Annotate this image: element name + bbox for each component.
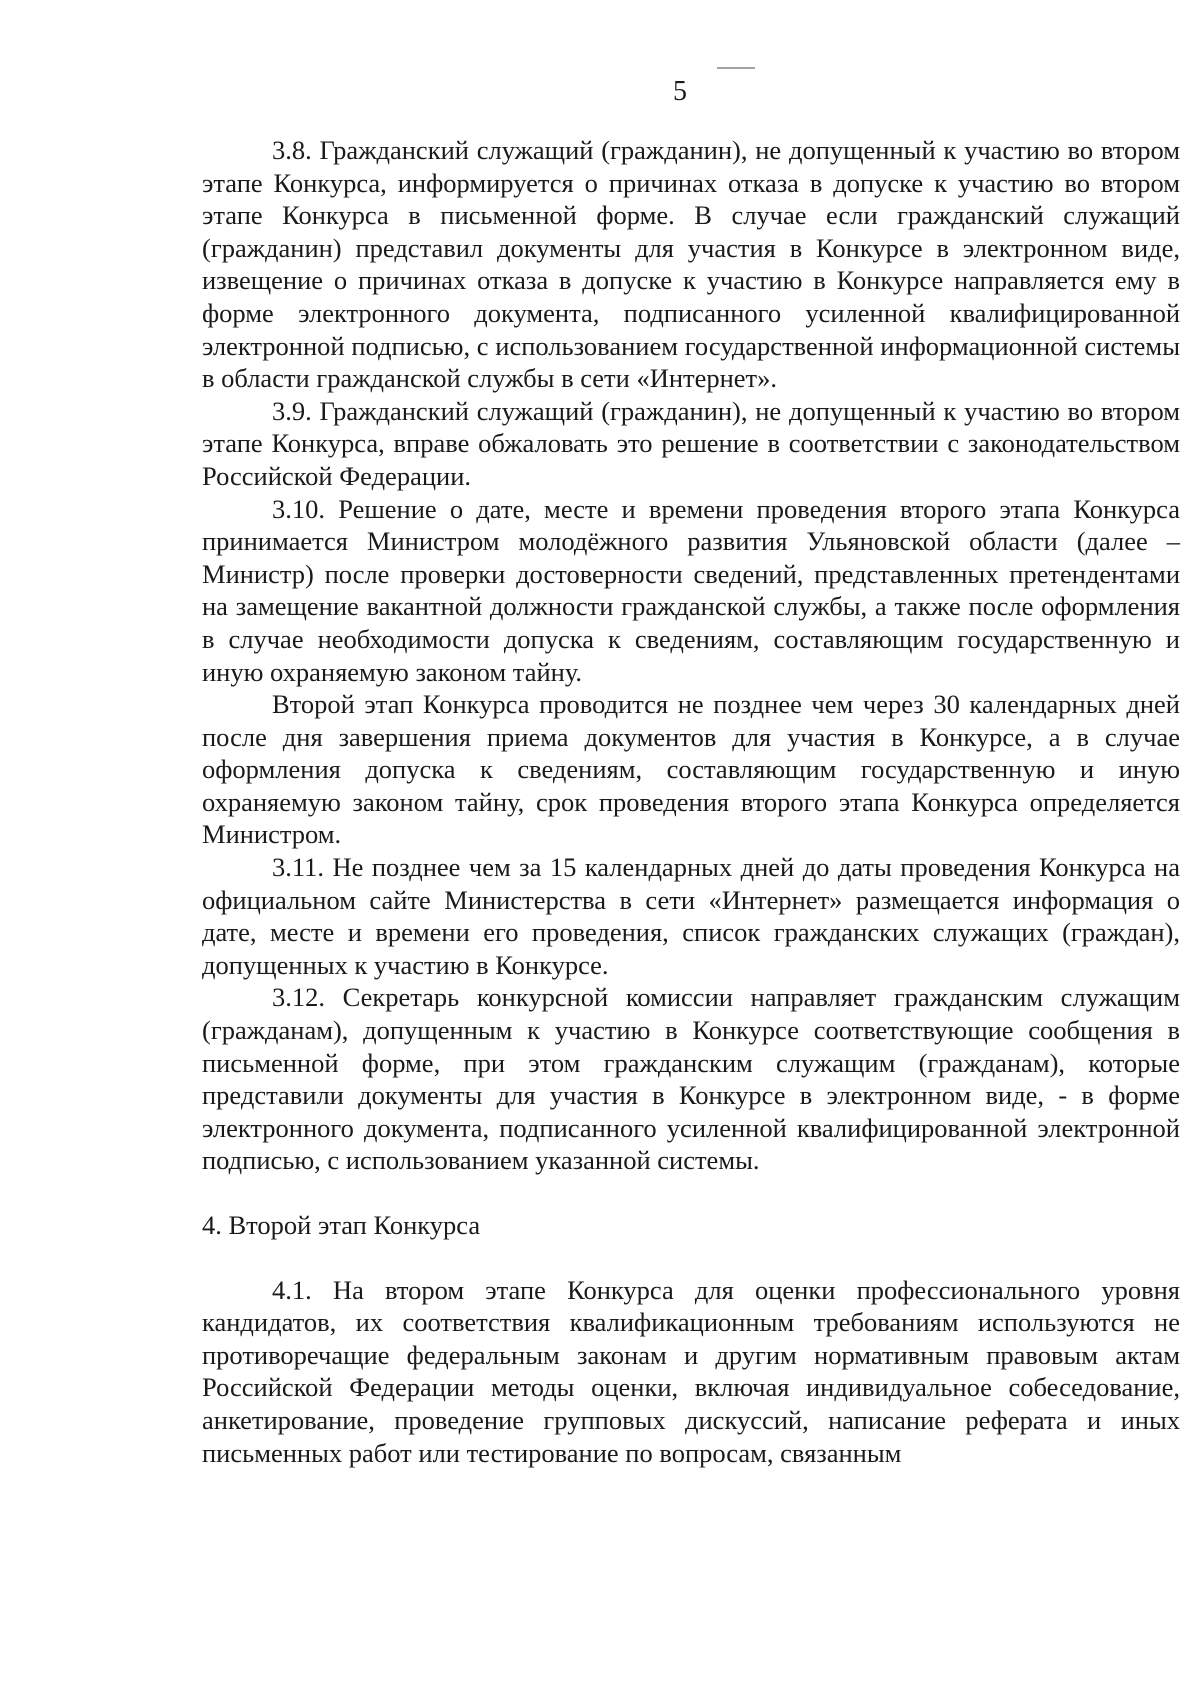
scan-artifact-mark [717, 67, 755, 69]
document-body [202, 134, 1180, 1469]
paragraph-4-1: 4.1. На втором этапе Конкурса для оценки профессионального уровня кандидатов, их соответствия квалификационным требованиям используются не противоречащие федеральным законам и другим нормативным правовым актам Российской Федерации методы оценки, включая индивидуальное собеседование, анкетирование, проведение групповых дискуссий, написание реферата и иных письменных работ или тестирование по вопросам, связанным [202, 1274, 1180, 1468]
paragraph-second-stage-timing: Второй этап Конкурса проводится не позднее чем через 30 календарных дней после дня завершения приема документов для участия в Конкурсе, а в случае оформления допуска к сведениям, составляющим государственную и иную охраняемую законом тайну, срок проведения второго этапа Конкурса определяется Министром. [202, 689, 1180, 850]
paragraph-3-11: 3.11. Не позднее чем за 15 календарных дней до даты проведения Конкурса на официальном сайте Министерства в сети «Интернет» размещается информация о дате, месте и времени его проведения, список гражданских служащих (граждан), допущенных к участию в Конкурсе. [202, 852, 1180, 980]
paragraph-3-9: 3.9. Гражданский служащий (гражданин), не допущенный к участию во втором этапе Конкурса, вправе обжаловать это решение в соответствии с законодательством Российской Федерации. [202, 395, 1180, 491]
paragraph-3-10: 3.10. Решение о дате, месте и времени проведения второго этапа Конкурса принимается Министром молодёжного развития Ульяновской области (далее – Министр) после проверки достоверности сведений, представленных претендентами на замещение вакантной должности гражданской службы, а также после оформления в случае необходимости допуска к сведениям, составляющим государственную и иную охраняемую законом тайну. [202, 493, 1180, 687]
page-number: 5 [673, 76, 687, 107]
paragraph-3-8: 3.8. Гражданский служащий (гражданин), не допущенный к участию во втором этапе Конкурса, информируется о причинах отказа в допуске к участию во втором этапе Конкурса в письменной форме. В случае если гражданский служащий (гражданин) представил документы для участия в Конкурсе в электронном виде, извещение о причинах отказа в допуске к участию в Конкурсе направляется ему в форме электронного документа, подписанного усиленной квалифицированной электронной подписью, с использованием государственной информационной системы в области гражданской службы в сети «Интернет». [202, 135, 1180, 394]
paragraph-3-12: 3.12. Секретарь конкурсной комиссии направляет гражданским служащим (гражданам), допущенным к участию в Конкурсе соответствующие сообщения в письменной форме, при этом гражданским служащим (гражданам), которые представили документы для участия в Конкурсе в электронном виде, - в форме электронного документа, подписанного усиленной квалифицированной электронной подписью, с использованием указанной системы. [202, 982, 1180, 1176]
section-heading: 4. Второй этап Конкурса [202, 1210, 481, 1240]
